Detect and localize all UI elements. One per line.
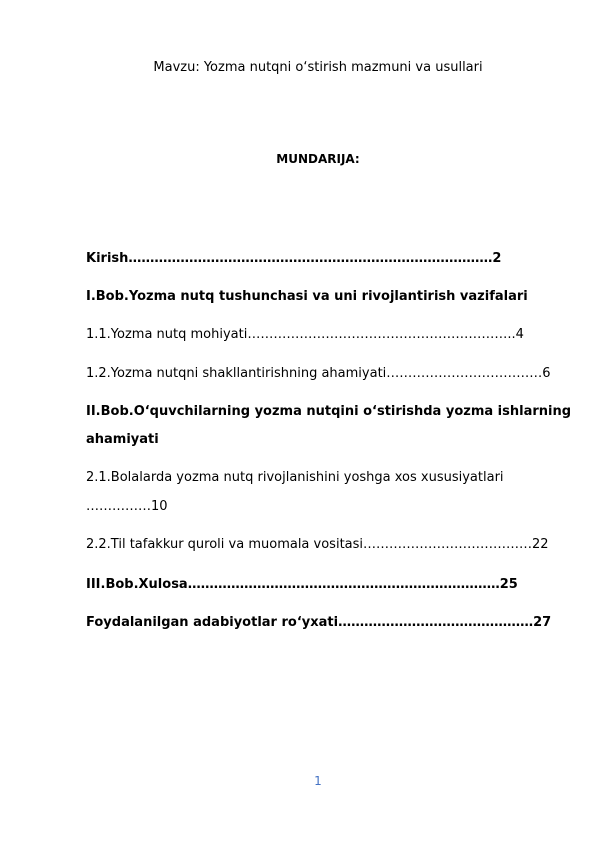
toc-entry-intro: Kirish…………………………………………………………………………2 (86, 251, 502, 266)
page-number: 1 (314, 774, 322, 788)
toc-entry-chapter-1: I.Bob.Yozma nutq tushunchasi va uni rivojlantirish vazifalari (86, 289, 528, 304)
topic-title: Mavzu: Yozma nutqni o‘stirish mazmuni va usullari (153, 60, 483, 75)
toc-entry-bibliography: Foydalanilgan adabiyotlar ro‘yxati………………………………………27 (86, 615, 552, 630)
toc-entry-chapter-2: II.Bob.O‘quvchilarning yozma nutqini o‘stirishda yozma ishlarning (86, 404, 572, 419)
toc-entry-chapter-3: III.Bob.Xulosa………………………………………………………………25 (86, 577, 518, 592)
toc-entry-chapter-2-continued: ahamiyati (86, 432, 159, 447)
contents-heading: MUNDARIJA: (276, 152, 360, 166)
toc-entry-section-2-1: 2.1.Bolalarda yozma nutq rivojlanishini yoshga xos xususiyatlari (86, 470, 504, 485)
toc-entry-section-1-2: 1.2.Yozma nutqni shakllantirishning ahamiyati………………………………6 (86, 366, 551, 381)
toc-entry-section-2-1-continued: ……………10 (86, 499, 168, 514)
toc-entry-section-1-1: 1.1.Yozma nutq mohiyati……………………………………………………..4 (86, 327, 524, 342)
toc-entry-section-2-2: 2.2.Til tafakkur quroli va muomala vositasi…………………………………22 (86, 537, 549, 552)
